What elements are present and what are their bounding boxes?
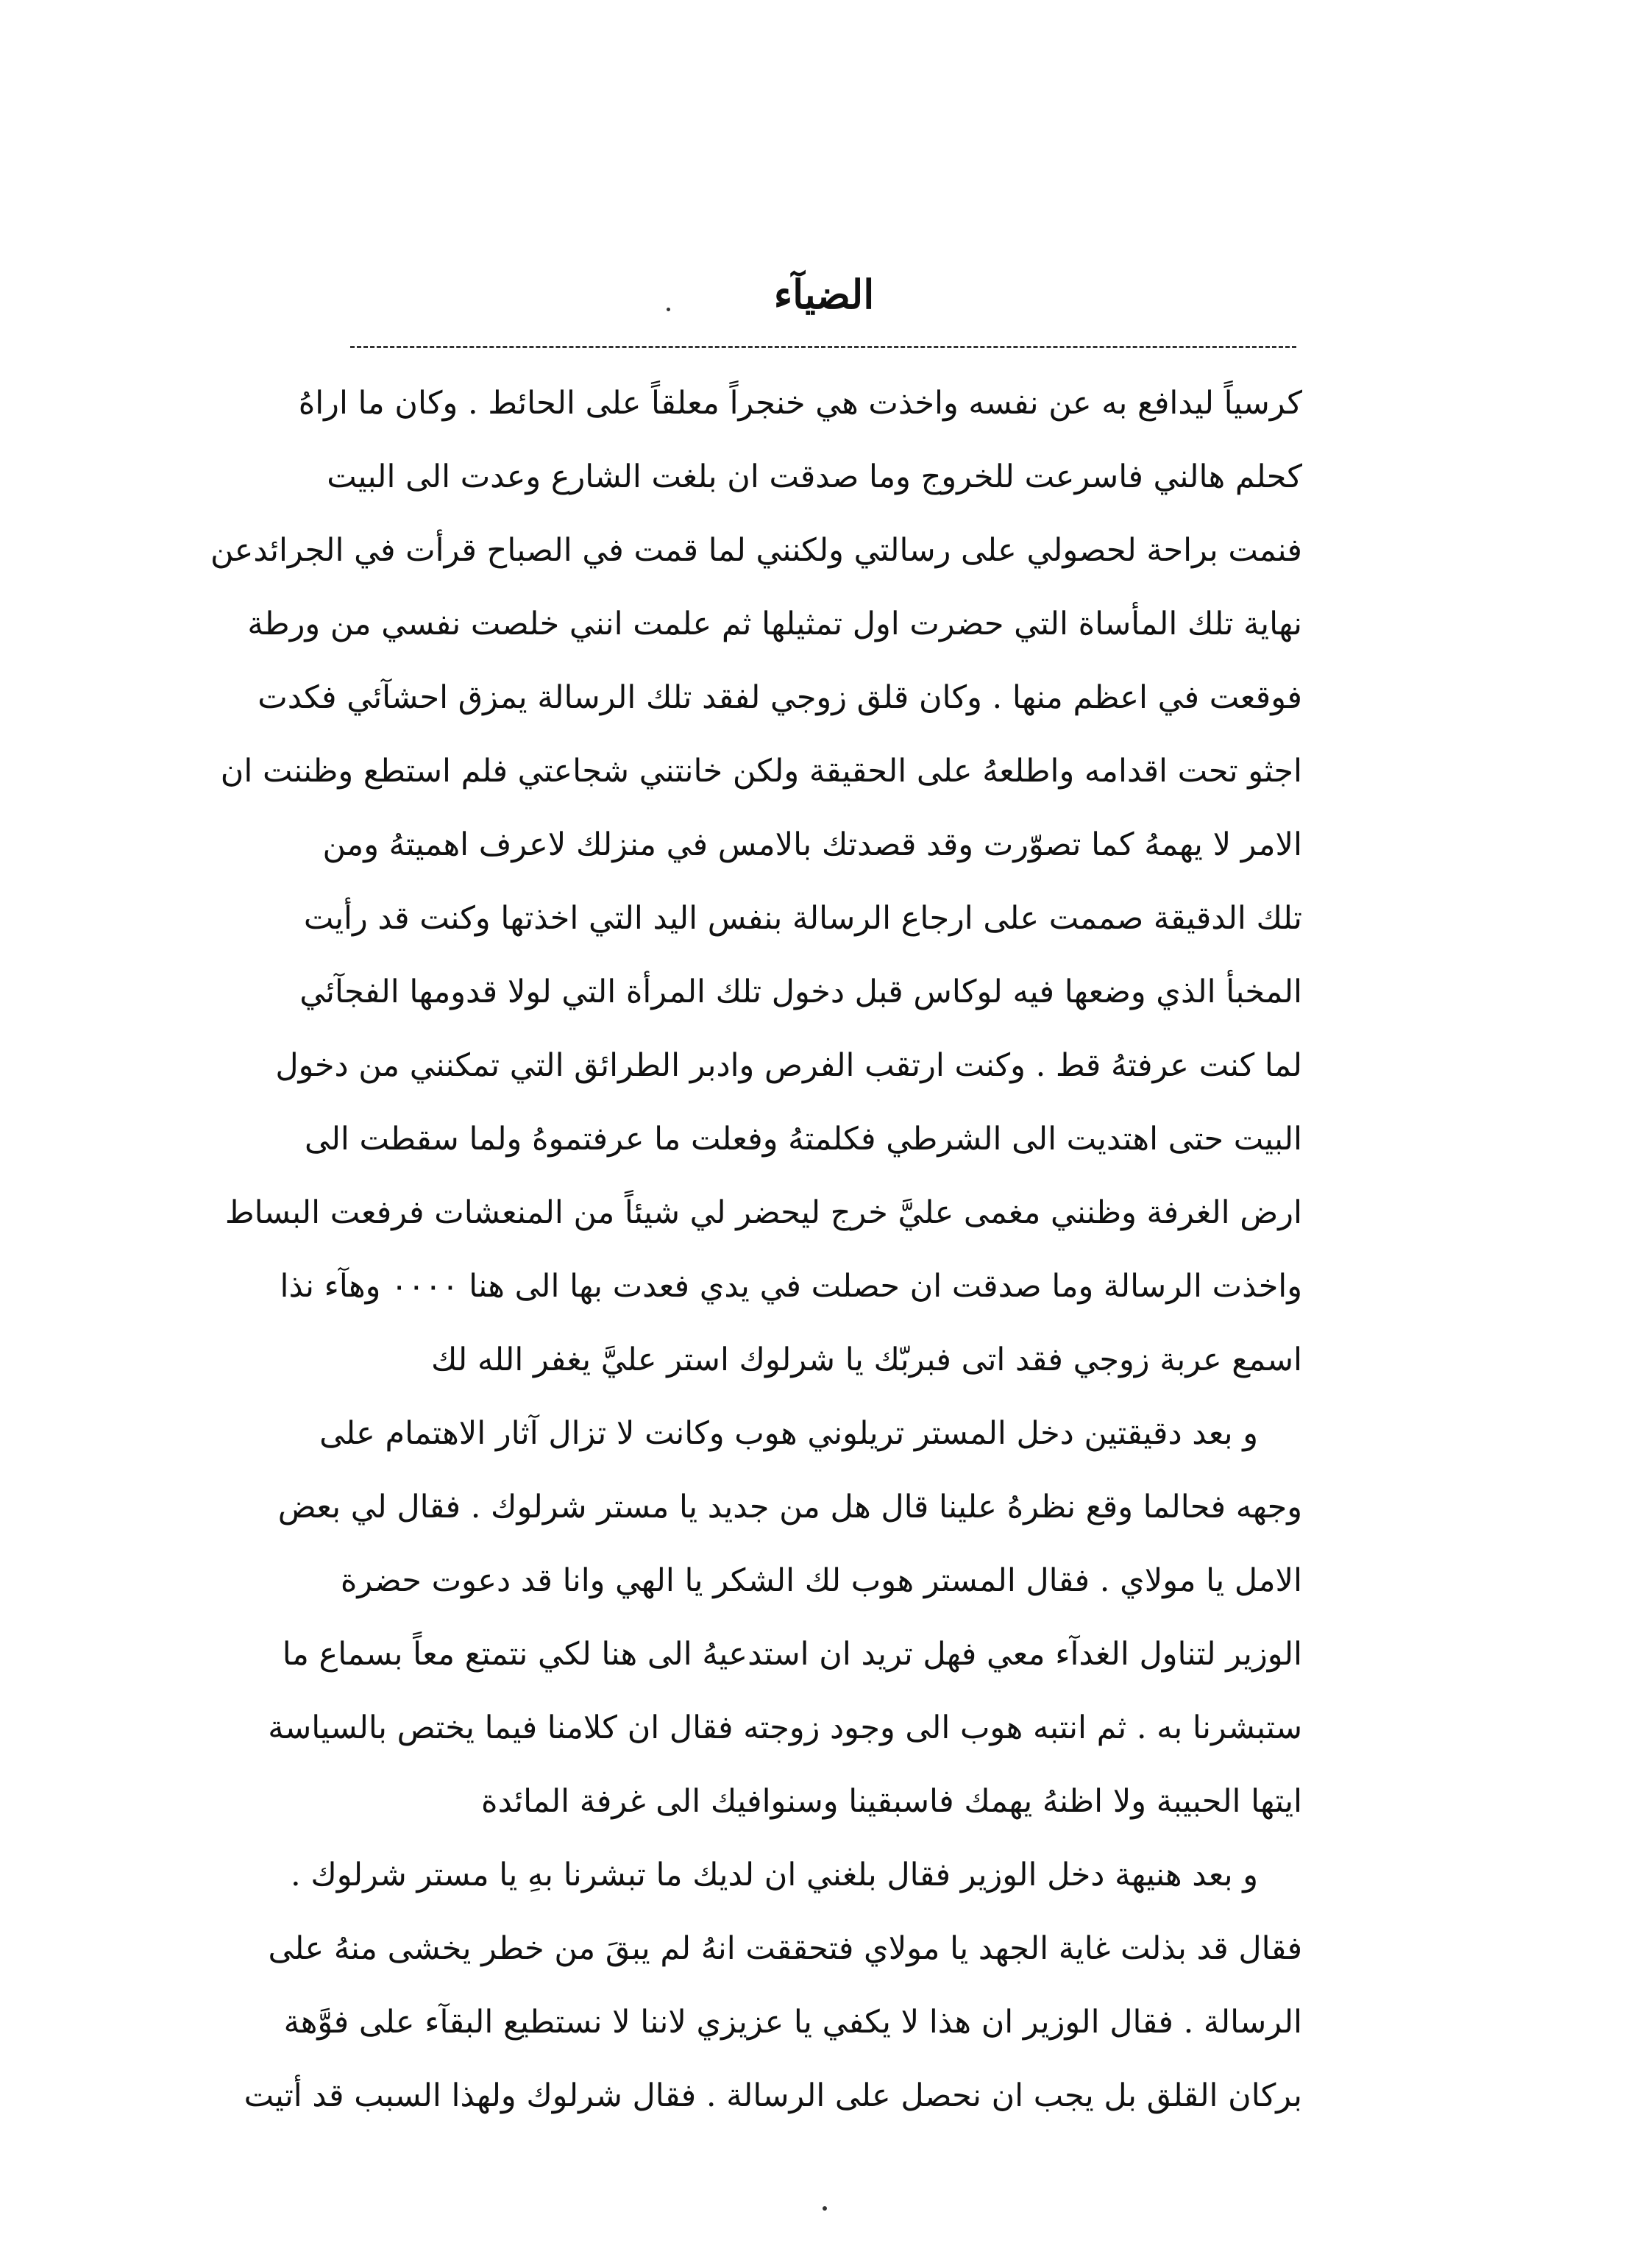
text-line: الرسالة . فقال الوزير ان هذا لا يكفي يا عزيزي لاننا لا نستطيع البقآء على فوَّهة (283, 2004, 1302, 2041)
text-line: ستبشرنا به . ثم انتبه هوب الى وجود زوجته فقال ان كلامنا فيما يختص بالسياسة (268, 1709, 1302, 1746)
text-line: بركان القلق بل يجب ان نحصل على الرسالة . فقال شرلوك ولهذا السبب قد أتيت (244, 2077, 1302, 2114)
text-line: و بعد هنيهة دخل الوزير فقال بلغني ان لديك ما تبشرنا بهِ يا مستر شرلوك . (290, 1857, 1258, 1893)
text-line: الوزير لتناول الغدآء معي فهل تريد ان استدعيهُ الى هنا لكي نتمتع معاً بسماع ما (282, 1636, 1302, 1673)
text-line: ارض الغرفة وظنني مغمى عليَّ خرج ليحضر لي شيئاً من المنعشات فرفعت البساط (224, 1194, 1302, 1231)
text-line: كحلم هالني فاسرعت للخروج وما صدقت ان بلغت الشارع وعدت الى البيت (327, 458, 1302, 495)
text-line: فقال قد بذلت غاية الجهد يا مولاي فتحققت انهُ لم يبقَ من خطر يخشى منهُ على (268, 1930, 1302, 1967)
text-line: و بعد دقيقتين دخل المستر تريلوني هوب وكانت لا تزال آثار الاهتمام على (319, 1415, 1258, 1452)
body-text (210, 366, 1302, 2133)
text-line: نهاية تلك المأساة التي حضرت اول تمثيلها ثم علمت انني خلصت نفسي من ورطة (247, 606, 1302, 642)
text-line: ايتها الحبيبة ولا اظنهُ يهمك فاسبقينا وسنوافيك الى غرفة المائدة (481, 1783, 1302, 1820)
text-line: البيت حتى اهتديت الى الشرطي فكلمتهُ وفعلت ما عرفتموهُ ولما سقطت الى (304, 1121, 1302, 1158)
text-line: اجثو تحت اقدامه واطلعهُ على الحقيقة ولكن خانتني شجاعتي فلم استطع وظننت ان (220, 753, 1302, 790)
text-line: اسمع عربة زوجي فقد اتى فبربّك يا شرلوك استر عليَّ يغفر الله لك (430, 1342, 1302, 1378)
text-line: الامل يا مولاي . فقال المستر هوب لك الشكر يا الهي وانا قد دعوت حضرة (340, 1562, 1302, 1599)
text-line: وجهه فحالما وقع نظرهُ علينا قال هل من جديد يا مستر شرلوك . فقال لي بعض (277, 1489, 1302, 1525)
text-line: كرسياً ليدافع به عن نفسه واخذت هي خنجراً معلقاً على الحائط . وكان ما اراهُ (298, 385, 1302, 422)
text-line: لما كنت عرفتهُ قط . وكنت ارتقب الفرص وادبر الطرائق التي تمكنني من دخول (275, 1047, 1302, 1084)
text-line: المخبأ الذي وضعها فيه لوكاس قبل دخول تلك المرأة التي لولا قدومها الفجآئي (299, 974, 1302, 1010)
text-line: واخذت الرسالة وما صدقت ان حصلت في يدي فعدت بها الى هنا ٠٠٠٠ وهآء نذا (280, 1268, 1302, 1305)
text-line: فوقعت في اعظم منها . وكان قلق زوجي لفقد تلك الرسالة يمزق احشآئي فكدت (258, 679, 1302, 716)
ink-dot-bottom (823, 2206, 827, 2211)
text-line: تلك الدقيقة صممت على ارجاع الرسالة بنفس اليد التي اخذتها وكنت قد رأيت (303, 900, 1302, 937)
text-line: فنمت براحة لحصولي على رسالتي ولكنني لما قمت في الصباح قرأت في الجرائدعن (210, 532, 1302, 569)
text-line: الامر لا يهمهُ كما تصوّرت وقد قصدتك بالامس في منزلك لاعرف اهميتهُ ومن (322, 826, 1302, 863)
header-divider (350, 346, 1296, 348)
page-header-title: الضيآء (773, 271, 875, 318)
